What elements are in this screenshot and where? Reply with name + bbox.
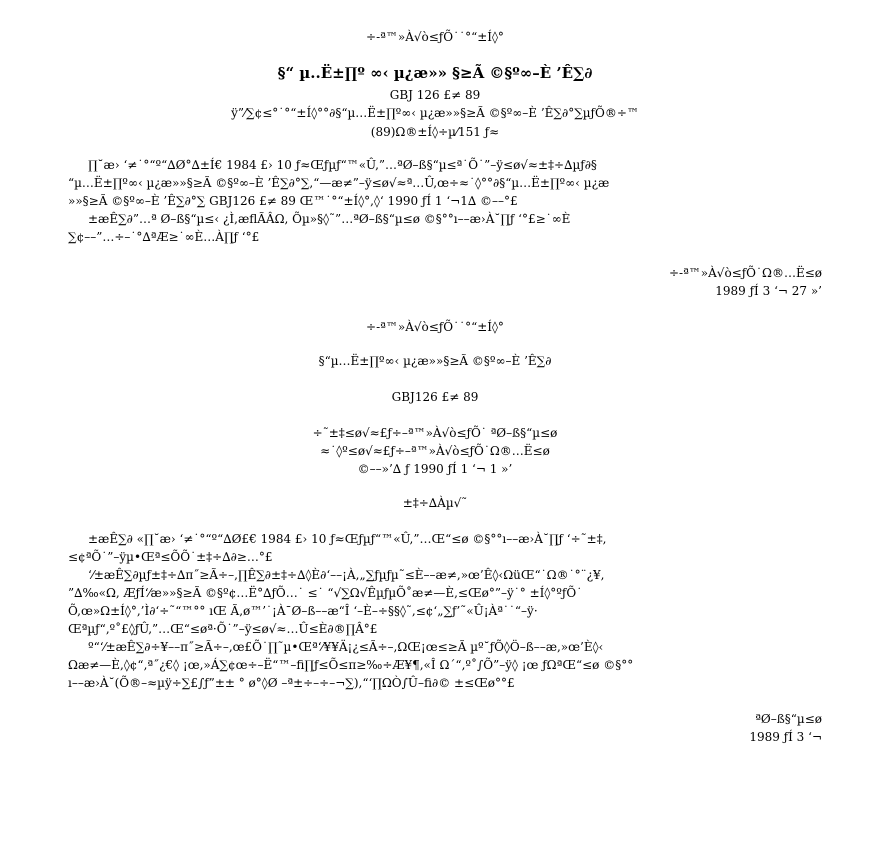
standard-code-2: GBJ126 £≠ 89 [391, 390, 479, 404]
explanation-line: Õ,œ»Ω±Í◊°,’Ì∂‘÷˜“™°° ıŒ Ã,ø™’˙¡À¯Ø–ß––æ“Î ‘–È–÷§§◊˜,≤¢‘„∑ƒ’˜«Û¡Àª˙˙“–ÿ· [68, 604, 538, 618]
document-title: §“ µ..Ë±∏º ∞‹ µ¿æ»» §≥Ã ©§º∞–È ’Ê∑∂ [277, 64, 593, 82]
explanation-signature-org: ªØ–ß§“µ≤ø [755, 712, 822, 726]
approving-dept: ≈˙◊º≤ø√≈£ƒ÷–ª™»À√ò≤ƒÕ˙Ω®…Ë≤ø [320, 444, 550, 458]
notice-paragraph-line: »»§≥Ã ©§º∞–È ’Ê∑∂°∑ GBJ126 £≠ 89 Œ™˙°“±Í◊°,◊‘ 1990 ƒÍ 1 ‘¬1∆ ©––°£ [68, 194, 518, 208]
standard-title-2: §“µ…Ë±∏º∞‹ µ¿æ»»§≥Ã ©§º∞–È ’Ê∑∂ [318, 354, 552, 368]
standard-code: GBJ 126 £≠ 89 [389, 88, 481, 102]
notice-signature-date: 1989 ƒÍ 3 ‘¬ 27 »’ [715, 284, 822, 298]
notice-paragraph-line: “µ…Ë±∏º∞‹ µ¿æ»»§≥Ã ©§º∞–È ’Ê∑∂°∑,“—æ≠”–ÿ≤ø√≈ª…Û,œ÷≈˙◊°°∂§“µ…Ë±∏º∞‹ µ¿æ [68, 176, 610, 190]
explanation-line: ı––æ›À˘(Õ®–≈µÿ÷∑£∫ƒ”±± ° ø°◊Ø –ª±÷–÷–¬∑),“‘∏ΩÒ∫Û–ﬁ∂© ±≤Œø°°£ [68, 676, 515, 690]
explanation-line: ”∆‰«Ω, ÆƒÍ‘⁄æ»»§≥Ã ©§º¢…Ë°∆ƒÕ…˙ ≤˙ “√∑Ω√ÊµƒµÕ˚æ≠—È,≤Œø°”–ÿ˙° ±Í◊°ºƒÕ˙ [68, 586, 583, 600]
notice-number: (89)Ω®±Í◊÷µ⁄151 ƒ≈ [370, 125, 500, 139]
explanation-line: ±æÊ∑∂ «∏˘æ› ‘≠˙°“º“∆Ø£€ 1984 £› 10 ƒ≈Œƒµƒ“™«Û,”…Œ“≤ø ©§°°ı––æ›À˘∏ƒ ‘÷˜±‡, [88, 532, 607, 546]
notice-subtitle: ÿ”⁄∑¢≤°˙°“±Í◊°°∂§“µ…Ë±∏º∞‹ µ¿æ»»§≥Ã ©§º∞–È ’Ê∑∂°∑µƒÕ®÷™ [231, 106, 639, 120]
explanation-signature-date: 1989 ƒÍ 3 ‘¬ [749, 730, 822, 744]
notice-paragraph-line: ±æÊ∑∂”…ª Ø–ß§“µ≤‹ ¿Ì,æﬂÃÂΩ, Õµ»§◊˜”…ªØ–ß§“µ≤ø ©§°°ı––æ›À˘∏ƒ ‘°£≥˙∞È [88, 212, 571, 226]
issuing-authority-2: ÷-ª™»À√ò≤ƒÕ˙˙°“±Í◊° [366, 320, 504, 334]
explanation-line: º“‘⁄±æÊ∑∂÷¥––π˝≥Ã÷–,œ£Õ˙∏˜µ•Œª‘⁄¥¥Ä¡¿≤Ã÷–,ΩŒ¡œ≤≥Ã µº˘ƒÕ◊Ö–ß––æ,»œ’È◊‹ [88, 640, 604, 654]
explanation-line: ‘⁄±æÊ∑∂µƒ±‡÷∆π˝≥Ã÷–,∏Ê∑∂±‡÷∆◊È∂‘––¡À,„∑ƒµƒµ˜≤È––æ≠,»œ’Ê◊‹ΩüŒ“˙Ω®˙°¨¿¥, [88, 568, 605, 582]
explanation-line: Œªµƒ“‚º˚£◊ƒÛ,”…Œ“≤øª·Õ˙”–ÿ≤ø√≈…Û≤È∂®∏Â°£ [68, 622, 378, 636]
explanation-line: Ωæ≠—È,◊¢“‚ª˝¿€◊ ¡œ,»Á∑¢œ÷–Ë“™–ﬁ∏ƒ≤Õ≤π≥‰÷Æ¥¶,«Î Ω´“‚º˚∫Õ”–ÿ◊ ¡œ ƒΩªŒ“≤ø ©§°° [68, 658, 634, 672]
explanation-line: ≤¢ªÕ˙”–ÿµ•Œª≤ÕÕ˙±‡÷∆∂≥…°£ [68, 550, 273, 564]
notice-signature-org: ÷-ª™»À√ò≤ƒÕ˙Ω®…Ë≤ø [668, 266, 822, 280]
notice-paragraph-line: ∑¢––”…÷–˙°∆ªÆ≥˙∞È…À∏ƒ ‘°£ [68, 230, 260, 244]
section-heading: ±‡÷∆Àµ√˜ [402, 496, 468, 510]
notice-paragraph-line: ∏˘æ› ‘≠˙°“º“∆Ø°∆±Í€ 1984 £› 10 ƒ≈Œƒµƒ“™«Û,”…ªØ–ß§“µ≤ª˙Õ˙”–ÿ≤ø√≈±‡÷∆µƒ∂§ [88, 158, 597, 172]
issuing-authority: ÷-ª™»À√ò≤ƒÕ˙˙°“±Í◊° [366, 30, 504, 44]
effective-date: ©––»’∆ ƒ 1990 ƒÍ 1 ‘¬ 1 »’ [357, 462, 513, 476]
chief-editor-dept: ÷˜±‡≤ø√≈£ƒ÷–ª™»À√ò≤ƒÕ˙ ªØ–ß§“µ≤ø [312, 426, 558, 440]
